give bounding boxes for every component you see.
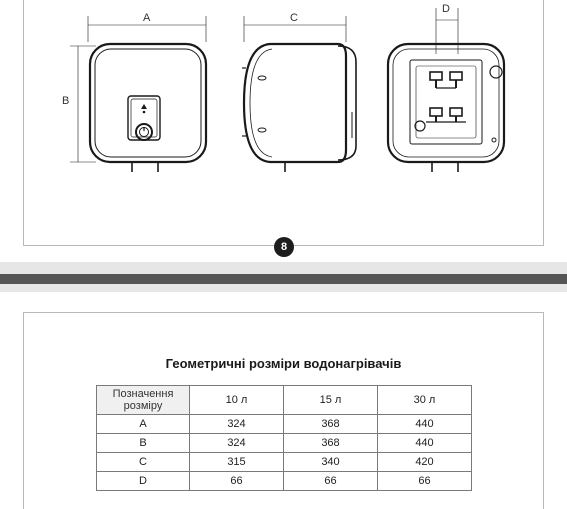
row-label: A: [97, 415, 190, 434]
table-row: [97, 453, 472, 472]
table-cell: 340: [284, 453, 378, 472]
table-cell: 440: [378, 434, 472, 453]
table-header-row: [97, 386, 472, 415]
header-cell-designation: Позначення розміру: [97, 386, 190, 415]
dimension-label-a: A: [143, 12, 151, 24]
row-label: B: [97, 434, 190, 453]
table-row: [97, 472, 472, 491]
section-title: Геометричні розміри водонагрівачів: [165, 356, 402, 371]
header-cell-15l: 15 л: [284, 386, 378, 415]
table-cell: 66: [284, 472, 378, 491]
page-border-left: [23, 312, 24, 509]
table-cell: 440: [378, 415, 472, 434]
page-number-badge: 8: [274, 237, 294, 257]
table-cell: 420: [378, 453, 472, 472]
dimension-label-c: C: [290, 12, 298, 24]
table-cell: 66: [378, 472, 472, 491]
side-view: [242, 16, 356, 172]
dimension-label-d: D: [442, 3, 450, 15]
table-row: [97, 415, 472, 434]
table-cell: 66: [190, 472, 284, 491]
table-row: [97, 434, 472, 453]
table-cell: 324: [190, 434, 284, 453]
page-separator: [0, 262, 567, 292]
table-cell: 368: [284, 434, 378, 453]
table-cell: 315: [190, 453, 284, 472]
back-view: [388, 8, 504, 172]
header-cell-30l: 30 л: [378, 386, 472, 415]
row-label: C: [97, 453, 190, 472]
dimensions-table: [96, 385, 472, 491]
row-label: D: [97, 472, 190, 491]
header-cell-10l: 10 л: [190, 386, 284, 415]
page-border-right: [543, 312, 544, 509]
table-cell: 368: [284, 415, 378, 434]
table-cell: 324: [190, 415, 284, 434]
page-border-top: [23, 312, 544, 313]
front-view: [70, 16, 206, 172]
separator-bar: [0, 274, 567, 284]
dimension-label-b: B: [62, 95, 70, 107]
